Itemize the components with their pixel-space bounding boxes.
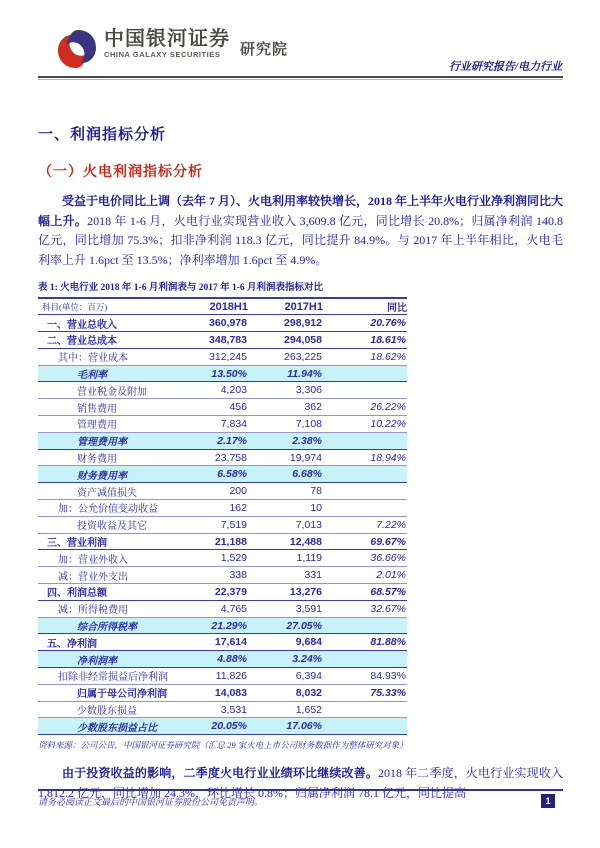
report-body [38,79,563,803]
row-label: 减：营业外支出 [58,571,128,583]
row-value: 11,826 [215,669,247,682]
row-value: 7,519 [220,518,247,531]
row-value: 348,783 [209,333,247,346]
row-value: 263,225 [284,350,322,363]
page-number-badge: 1 [541,794,555,808]
row-value: 3,591 [295,602,322,615]
row-value: 4.88% [217,653,247,666]
section-title: 一、利润指标分析 [38,127,167,143]
row-label: 资产减值损失 [77,487,137,499]
row-value: 362 [304,401,322,414]
row-label: 销售费用 [77,403,117,415]
row-value: 456 [229,401,247,414]
logo-institute-label: 研究院 [240,41,289,58]
row-value: 78 [310,485,322,498]
row-value: 27.05% [286,619,322,632]
row-value: 13.50% [211,367,247,380]
row-value: 18.62% [370,350,406,363]
row-label: 少数股东损益 [77,706,137,718]
row-value: 2.38% [292,434,322,447]
row-value: 36.66% [370,552,406,565]
row-value: 13,276 [289,585,322,598]
column-header-yoy: 同比 [387,303,407,315]
row-value: 2.01% [376,569,406,582]
row-value: 9,684 [295,636,322,649]
column-header-2017h1: 2017H1 [284,300,323,313]
table-row [38,399,407,416]
report-type-label: 行业研究报告/电力行业 [448,61,562,73]
subsection-title: （一）火电利润指标分析 [38,165,203,180]
row-value: 20.05% [211,720,247,733]
row-value: 17.06% [286,720,322,733]
row-label: 综合所得税率 [77,622,137,634]
table-title: 表 1: 火电行业 2018 年 1-6 月利润表与 2017 年 1-6 月利润表指标对比 [38,283,323,293]
row-label: 加：公允价值变动收益 [58,504,158,516]
table-row [38,416,407,433]
row-value: 3,531 [220,703,247,716]
row-value: 1,529 [220,552,247,565]
row-value [323,617,407,634]
table-row [38,483,407,500]
row-value: 32.67% [370,602,406,615]
row-value: 75.33% [370,686,406,699]
table-row [38,365,407,382]
row-value: 23,758 [214,451,247,464]
row-value [323,466,407,483]
table-row [38,600,407,617]
row-value: 8,032 [295,686,322,699]
table-row [38,432,407,449]
row-label: 投资收益及其它 [77,521,147,533]
row-label: 毛利率 [77,370,107,382]
row-value: 360,978 [209,317,247,330]
row-value: 312,245 [209,350,247,363]
row-value: 1,119 [296,552,322,565]
row-value: 84.93% [370,669,406,682]
column-header-subject: 科目(单位：百万) [42,301,108,312]
row-value: 162 [229,501,247,514]
row-value: 2.17% [217,434,247,447]
table-body [38,315,407,735]
row-label: 财务费用 [77,454,117,466]
table-row [38,567,407,584]
row-value [323,382,407,399]
row-value: 3,306 [295,384,322,397]
row-label: 减：所得税费用 [58,605,128,617]
row-value: 21,188 [214,535,247,548]
row-label: 归属于母公司净利润 [77,689,167,701]
header-divider [38,76,563,78]
row-label: 其中：营业成本 [58,353,128,365]
row-label: 营业税金及附加 [77,386,147,398]
summary-paragraph-1-lead: 受益于电价同比上调（去年 7 月）、火电利用率较快增长，2018 年上半年火电行业净利润同比大幅上升。 [38,194,564,228]
row-value [323,365,407,382]
galaxy-swirl-icon [57,29,97,69]
row-value: 298,912 [284,317,322,330]
row-value: 3.24% [292,653,322,666]
table-row [38,584,407,601]
table-row [38,617,407,634]
table-row [38,684,407,701]
table-row [38,516,407,533]
summary-paragraph-1-body: 2018 年 1-6 月，火电行业实现营业收入 3,609.8 亿元，同比增长 20.8%；归属净利润 140.8 亿元，同比增加 75.3%；扣非净利润 118.3 亿元，同比提升 84.9%。与 2017 年上半年相比，火电毛利率上升 1.6pct 至 13.5%；净利率增加 1.6pct 至 4.9%。 [38,213,563,267]
table-row [38,634,407,651]
row-value: 18.94% [370,451,406,464]
summary-paragraph-2-body: 2018 年二季度，火电行业实现收入 1,812.2 亿元，同比增加 24.3%，环比增长 0.8%；归属净利润 78.1 亿元，同比提高 [38,766,563,800]
summary-paragraph-1 [38,192,563,270]
table-row [38,500,407,517]
row-value: 4,203 [220,384,247,397]
row-value: 331 [304,569,322,582]
row-label: 五、净利润 [47,638,97,650]
row-value: 294,058 [284,333,322,346]
row-value: 69.67% [370,535,406,548]
row-label: 一、营业总收入 [47,319,117,331]
row-value: 6.58% [217,468,247,481]
row-value: 10 [310,501,322,514]
row-value: 7,834 [220,417,247,430]
table-source-note: 资料来源：公司公告，中国银河证券研究院（汇总 29 家火电上市公司财务数据作为整体研究对象） [38,740,408,751]
logo-text-block [104,29,230,59]
table-row [38,332,407,349]
row-value [323,718,407,735]
summary-paragraph-2-lead: 由于投资收益的影响，二季度火电行业业绩环比继续改善。 [62,766,378,781]
page-header [0,0,600,79]
row-value: 1,652 [295,703,322,716]
row-value: 7,013 [295,518,322,531]
table-row [38,382,407,399]
table-row [38,718,407,735]
table-row [38,315,407,332]
disclaimer-text: 请务必阅读正文最后的中国银河证券股份公司免责声明。 [38,797,264,807]
row-value: 17,614 [214,636,247,649]
logo-name-cn: 中国银河证券 [104,28,230,50]
row-label: 少数股东损益占比 [77,722,157,734]
table-row [38,533,407,550]
table-row [38,701,407,718]
row-value: 22,379 [214,585,247,598]
table-row [38,550,407,567]
row-value: 14,083 [214,686,247,699]
row-value: 6,394 [295,669,322,682]
row-value [323,483,407,500]
row-value: 11.94% [287,367,322,380]
table-row [38,348,407,365]
page-footer [38,789,563,808]
row-value: 7.22% [376,518,406,531]
table-row [38,449,407,466]
row-label: 加：营业外收入 [58,554,128,566]
row-label: 财务费用率 [77,470,127,482]
table-row [38,668,407,685]
row-value: 20.76% [370,317,406,330]
row-value [323,701,407,718]
row-label: 管理费用 [77,420,117,432]
row-value [323,432,407,449]
table-header-row [38,298,407,315]
row-value: 68.57% [370,585,406,598]
table-row [38,466,407,483]
column-header-2018h1: 2018H1 [209,300,248,313]
income-statement-table [38,297,407,735]
company-logo [57,29,288,69]
row-value: 12,488 [289,535,322,548]
row-value: 26.22% [370,401,406,414]
row-label: 管理费用率 [77,437,127,449]
row-label: 四、利润总额 [47,588,107,600]
logo-name-en: CHINA GALAXY SECURITIES [104,50,221,59]
row-value: 200 [229,485,247,498]
row-value: 4,765 [220,602,247,615]
row-value: 19,974 [289,451,322,464]
row-value: 6.68% [292,468,322,481]
row-label: 扣除非经常损益后净利润 [58,672,168,684]
table-row [38,651,407,668]
row-value [323,500,407,517]
row-value: 81.88% [370,636,406,649]
row-label: 二、营业总成本 [47,336,117,348]
row-label: 三、营业利润 [47,538,107,550]
row-value: 10.22% [370,417,406,430]
row-value [323,651,407,668]
row-value: 21.29% [211,619,247,632]
row-label: 净利润率 [77,655,117,667]
row-value: 18.61% [370,333,406,346]
row-value: 7,108 [295,417,322,430]
row-value: 338 [229,569,247,582]
